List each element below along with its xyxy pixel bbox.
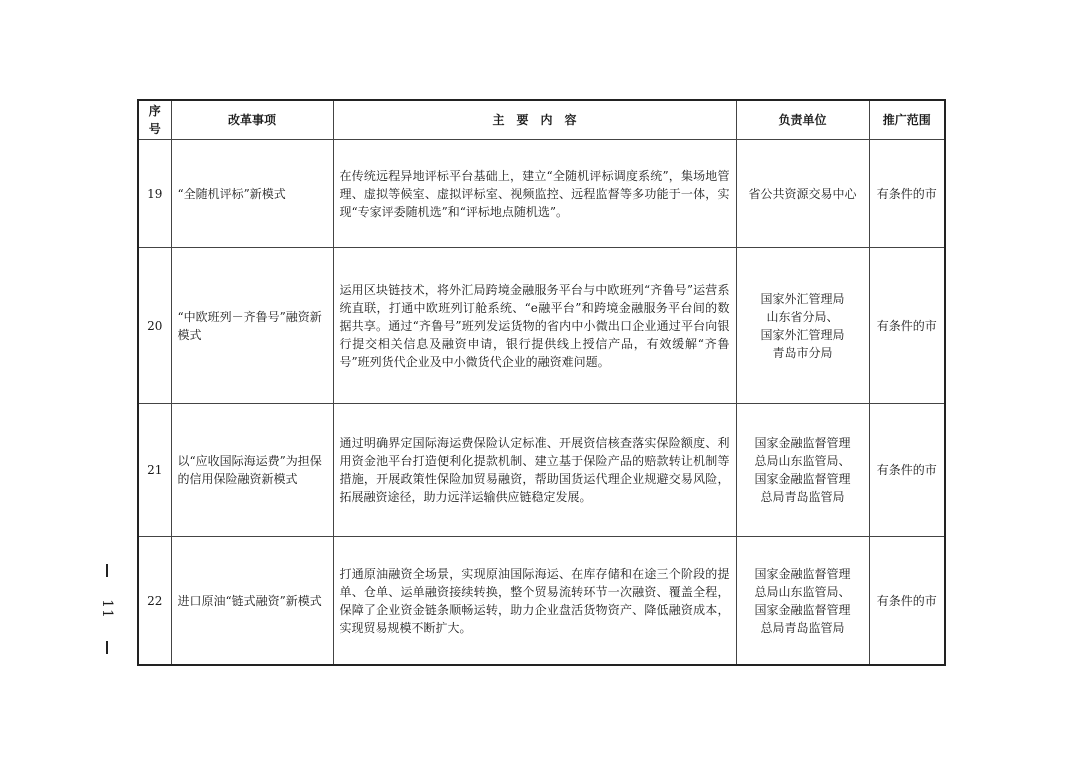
header-unit: 负责单位 <box>736 100 869 140</box>
row-reform-item: “中欧班列－齐鲁号”融资新模式 <box>171 248 333 404</box>
row-reform-item: 进口原油“链式融资”新模式 <box>171 537 333 666</box>
page-number-text: 11 <box>98 599 115 619</box>
row-scope: 有条件的市 <box>869 140 945 248</box>
table-row <box>138 537 945 666</box>
header-item: 改革事项 <box>171 100 333 140</box>
row-scope: 有条件的市 <box>869 404 945 537</box>
page-number-dash-top <box>106 564 108 577</box>
row-responsible-unit: 国家外汇管理局 山东省分局、 国家外汇管理局 青岛市分局 <box>736 248 869 404</box>
row-number: 20 <box>138 248 171 404</box>
row-reform-item: 以“应收国际海运费”为担保的信用保险融资新模式 <box>171 404 333 537</box>
table-row <box>138 140 945 248</box>
row-content: 通过明确界定国际海运费保险认定标准、开展资信核查落实保险额度、利用资金池平台打造便利化提款机制、建立基于保险产品的赔款转让机制等措施，开展政策性保险加贸易融资，帮助国货运代理企业规避交易风险，拓展融资途径，助力远洋运输供应链稳定发展。 <box>333 404 736 537</box>
table-row <box>138 248 945 404</box>
row-scope: 有条件的市 <box>869 248 945 404</box>
table-header-row <box>138 100 945 140</box>
row-content: 在传统远程异地评标平台基础上，建立“全随机评标调度系统”，集场地管理、虚拟等候室、虚拟评标室、视频监控、远程监督等多功能于一体，实现“专家评委随机选”和“评标地点随机选”。 <box>333 140 736 248</box>
row-number: 19 <box>138 140 171 248</box>
row-number: 21 <box>138 404 171 537</box>
header-scope: 推广范围 <box>869 100 945 140</box>
row-scope: 有条件的市 <box>869 537 945 666</box>
row-responsible-unit: 国家金融监督管理 总局山东监管局、 国家金融监督管理 总局青岛监管局 <box>736 537 869 666</box>
reform-table <box>137 99 946 666</box>
header-num: 序号 <box>138 100 171 140</box>
row-content: 打通原油融资全场景，实现原油国际海运、在库存储和在途三个阶段的提单、仓单、运单融资接续转换，整个贸易流转环节一次融资、覆盖全程，保障了企业资金链条顺畅运转，助力企业盘活货物资产、降低融资成本，实现贸易规模不断扩大。 <box>333 537 736 666</box>
page-number-dash-bottom <box>106 641 108 654</box>
page-number <box>94 564 120 654</box>
row-responsible-unit: 国家金融监督管理 总局山东监管局、 国家金融监督管理 总局青岛监管局 <box>736 404 869 537</box>
table-row <box>138 404 945 537</box>
header-content: 主 要 内 容 <box>333 100 736 140</box>
row-reform-item: “全随机评标”新模式 <box>171 140 333 248</box>
row-number: 22 <box>138 537 171 666</box>
row-responsible-unit: 省公共资源交易中心 <box>736 140 869 248</box>
row-content: 运用区块链技术，将外汇局跨境金融服务平台与中欧班列“齐鲁号”运营系统直联，打通中欧班列订舱系统、“e融平台”和跨境金融服务平台间的数据共享。通过“齐鲁号”班列发运货物的省内中小微出口企业通过平台向银行提交相关信息及融资申请，银行提供线上授信产品，有效缓解“齐鲁号”班列货代企业及中小微货代企业的融资难问题。 <box>333 248 736 404</box>
